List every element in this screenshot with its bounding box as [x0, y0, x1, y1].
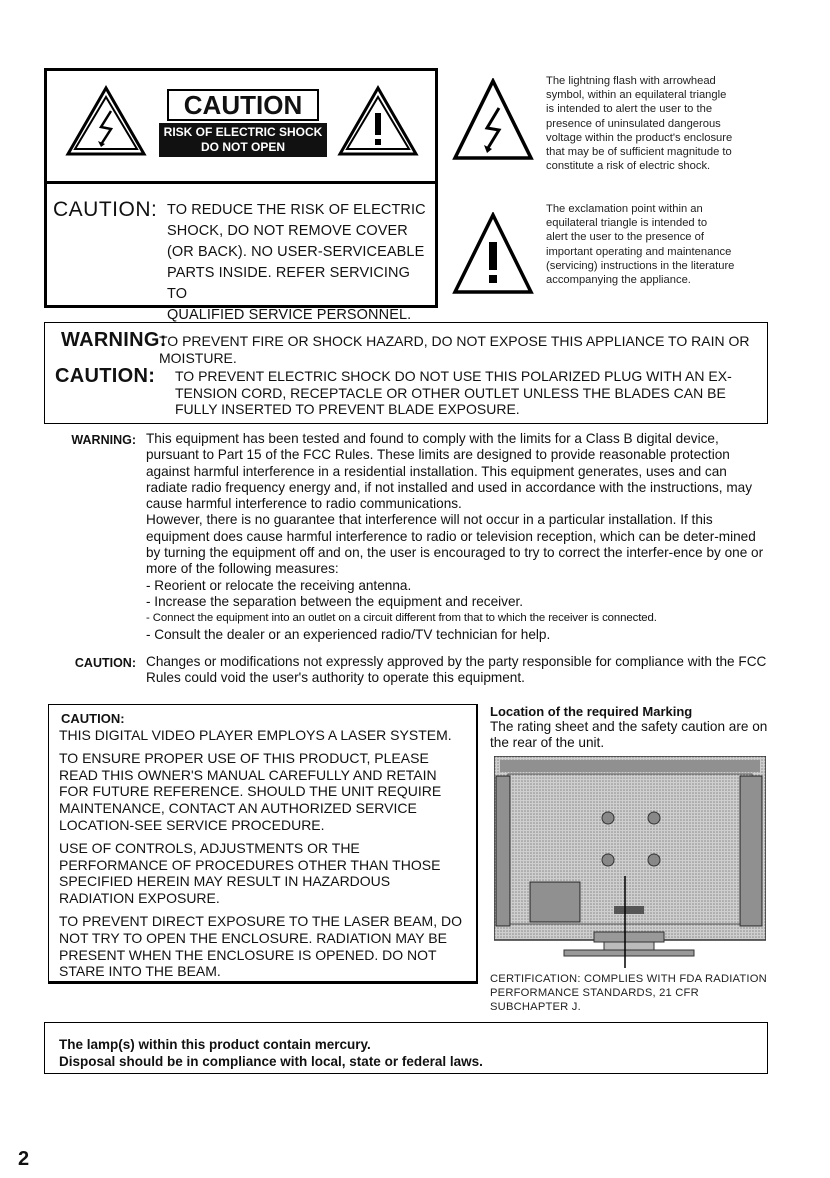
caution-line: TO REDUCE THE RISK OF ELECTRIC [167, 202, 426, 218]
list-item: - Reorient or relocate the receiving antenna. [146, 577, 412, 593]
laser-caution-box [48, 704, 478, 984]
exclamation-triangle-icon [452, 212, 534, 296]
laser-paragraph: USE OF CONTROLS, ADJUSTMENTS OR THE PERFORMANCE OF PROCEDURES OTHER THAN THOSE SPECIFIED HEREIN MAY RESULT IN HAZARDOUS RADIATION EXPOSURE. [59, 839, 441, 907]
desc-line: The lightning flash with arrowhead [546, 75, 716, 87]
laser-paragraph: TO PREVENT DIRECT EXPOSURE TO THE LASER BEAM, DO NOT TRY TO OPEN THE ENCLOSURE. RADIATION MAY BE PRESENT WHEN THE ENCLOSURE IS OPENED. DO NOT STARE INTO THE BEAM. [59, 912, 462, 980]
list-item: - Increase the separation between the equipment and receiver. [146, 593, 524, 609]
caution-heading: CAUTION: [53, 198, 158, 221]
desc-line: alert the user to the presence of [546, 231, 704, 244]
marking-title: Location of the required Marking [490, 704, 693, 719]
caution-line: PARTS INSIDE. REFER SERVICING TO [167, 265, 411, 302]
fcc-caution-label: CAUTION: [74, 656, 136, 670]
laser-paragraph: THIS DIGITAL VIDEO PLAYER EMPLOYS A LASER SYSTEM. [59, 727, 452, 743]
desc-line: The exclamation point within an [546, 203, 703, 215]
caution-line: QUALIFIED SERVICE PERSONNEL. [167, 307, 412, 323]
desc-line: (servicing) instructions in the literature [546, 259, 735, 272]
desc-line: equilateral triangle is intended to [546, 217, 708, 230]
desc-line: important operating and maintenance [546, 245, 732, 258]
fcc-warning-text [146, 431, 771, 643]
fcc-caution-text: Changes or modifications not expressly approved by the party responsible for compliance with the FCC Rules could void the user's authority to operate this equipment. [146, 654, 767, 686]
fcc-paragraph: This equipment has been tested and found to comply with the limits for a Class B digital device, pursuant to Part 15 of the FCC Rules. These limits are designed to provide reasonable protection against harmful interference in a residential installation. This equipment generates, uses and can radiate radio frequency energy and, if not installed and used in accordance with the instructions, may cause harmful interference to radio communications. [146, 431, 753, 512]
laser-caution-body [59, 727, 469, 986]
banner-caution-label: CAUTION: [55, 365, 156, 387]
laser-caution-title: CAUTION: [61, 711, 125, 726]
caution-instructions [47, 181, 435, 323]
lightning-triangle-icon [452, 78, 534, 162]
shock-notice-line2: DO NOT OPEN [200, 140, 285, 154]
caution-instructions-text [167, 200, 432, 326]
tv-rear-illustration [494, 756, 766, 968]
desc-line: is intended to alert the user to the [546, 103, 713, 116]
shock-notice-line1: RISK OF ELECTRIC SHOCK [163, 125, 323, 139]
warning-banner [44, 322, 768, 424]
banner-caution-text: TO PREVENT ELECTRIC SHOCK DO NOT USE THIS POLARIZED PLUG WITH AN EX-TENSION CORD, RECEPTACLE OR OTHER OUTLET UNLESS THE BLADES CAN BE FULLY INSERTED TO PREVENT BLADE EXPOSURE. [175, 368, 732, 417]
desc-line: voltage within the product's enclosure [546, 131, 733, 144]
caution-sticker [159, 85, 327, 155]
certification-text: CERTIFICATION: COMPLIES WITH FDA RADIATION PERFORMANCE STANDARDS, 21 CFR SUBCHAPTER J. [490, 973, 767, 1013]
desc-line: accompanying the appliance. [546, 274, 691, 287]
mercury-notice-box [44, 1022, 768, 1074]
fcc-measures-list [146, 578, 771, 643]
marking-text: The rating sheet and the safety caution are on the rear of the unit. [490, 719, 768, 750]
caution-title: CAUTION [167, 89, 319, 121]
fcc-paragraph: However, there is no guarantee that interference will not occur in a particular installation. If this equipment does cause harmful interference to radio or television reception, which can be deter-mined by turning the equipment off and on, the user is encouraged to try to correct the interfer-ence by one or more of the following measures: [146, 512, 764, 577]
mercury-line1: The lamp(s) within this product contain mercury. [59, 1037, 371, 1052]
banner-warning-text: TO PREVENT FIRE OR SHOCK HAZARD, DO NOT EXPOSE THIS APPLIANCE TO RAIN OR MOISTURE. [159, 333, 750, 366]
exclamation-symbol-description [546, 202, 776, 287]
desc-line: presence of uninsulated dangerous [546, 117, 721, 130]
electric-shock-warning-icon [65, 85, 147, 157]
list-item: - Consult the dealer or an experienced radio/TV technician for help. [146, 626, 551, 642]
caution-label-box [44, 68, 438, 323]
fcc-warning-label: WARNING: [71, 433, 136, 447]
caution-line: SHOCK, DO NOT REMOVE COVER [167, 223, 408, 239]
banner-warning-label: WARNING: [61, 329, 167, 351]
laser-paragraph: TO ENSURE PROPER USE OF THIS PRODUCT, PLEASE READ THIS OWNER'S MANUAL CAREFULLY AND RETAIN FOR FUTURE REFERENCE. SHOULD THE UNIT REQUIRE MAINTENANCE, CONTACT AN AUTHORIZED SERVICE LOCATION-SEE SERVICE PROCEDURE. [59, 749, 442, 833]
lightning-symbol-description [546, 74, 776, 173]
caution-line: (OR BACK). NO USER-SERVICEABLE [167, 244, 425, 260]
page-number: 2 [18, 1148, 30, 1170]
list-item: - Connect the equipment into an outlet on a circuit different from that to which the receiver is connected. [146, 612, 657, 625]
shock-notice [159, 123, 327, 157]
desc-line: constitute a risk of electric shock. [546, 160, 711, 173]
exclamation-warning-icon [337, 85, 419, 157]
desc-line: that may be of sufficient magnitude to [546, 146, 732, 159]
desc-line: symbol, within an equilateral triangle [546, 89, 727, 102]
mercury-line2: Disposal should be in compliance with local, state or federal laws. [59, 1054, 483, 1069]
